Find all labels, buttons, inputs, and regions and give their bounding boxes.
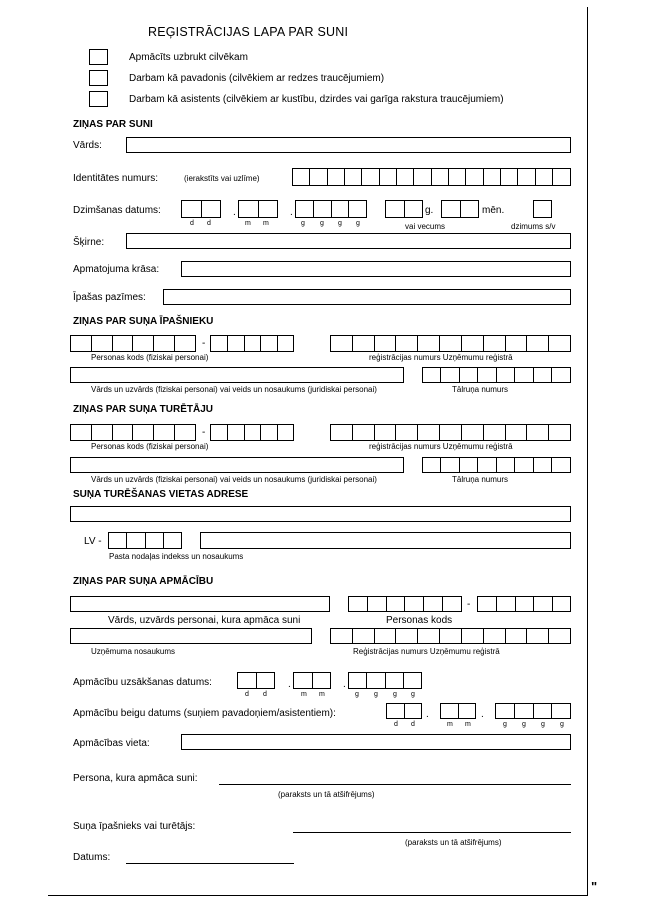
age-years-unit: g. [425, 205, 434, 216]
keeper-section-heading: ZIŅAS PAR SUŅA TURĒTĀJU [73, 404, 214, 415]
dog-id-label: Identitātes numurs: [73, 173, 159, 184]
breed-label: Šķirne: [73, 237, 105, 248]
marks-label: Īpašas pazīmes: [73, 292, 146, 303]
trainer-caption: Vārds, uzvārds personai, kura apmāca suni [108, 615, 301, 626]
owner-reg-caption: reģistrācijas numurs Uzņēmumu reģistrā [369, 353, 513, 362]
day-hint: d [394, 721, 398, 728]
owner-phone-cells[interactable] [422, 367, 571, 383]
trainer-name-field[interactable] [70, 596, 330, 612]
start-day-cells[interactable] [237, 672, 275, 689]
option-attack-checkbox[interactable] [89, 49, 108, 65]
keeper-code-caption: Personas kods (fiziskai personai) [91, 442, 209, 451]
day-hint: d [190, 220, 194, 227]
trainer-code-part1-cells[interactable] [348, 596, 462, 612]
dog-name-label: Vārds: [73, 140, 102, 151]
sex-hint: dzimums s/v [511, 222, 556, 231]
year-hint: g [338, 220, 342, 227]
keeper-phone-caption: Tālruņa numurs [452, 475, 509, 484]
dog-name-field[interactable] [126, 137, 571, 153]
marks-field[interactable] [163, 289, 571, 305]
dog-birth-label: Dzimšanas datums: [73, 205, 161, 216]
year-hint: g [374, 691, 378, 698]
day-hint: d [245, 691, 249, 698]
year-hint: g [320, 220, 324, 227]
post-office-field[interactable] [200, 532, 571, 549]
start-month-cells[interactable] [293, 672, 331, 689]
coat-label: Apmatojuma krāsa: [73, 264, 160, 275]
date-separator: . [343, 679, 346, 690]
place-label: Apmācības vieta: [73, 738, 150, 749]
code-dash: - [202, 338, 206, 349]
keeper-name-field[interactable] [70, 457, 404, 473]
owner-reg-cells[interactable] [330, 335, 571, 352]
date-separator: . [288, 679, 291, 690]
year-hint: g [541, 721, 545, 728]
option-guide-label: Darbam kā pavadonis (cilvēkiem ar redzes traucējumiem) [129, 73, 385, 84]
company-name-field[interactable] [70, 628, 312, 644]
company-reg-cells[interactable] [330, 628, 571, 644]
end-date-label: Apmācību beigu datums (suņiem pavadoņiem/asistentiem): [73, 708, 336, 719]
keeper-name-caption: Vārds un uzvārds (fiziskai personai) vai veids un nosaukums (juridiskai personai) [91, 475, 377, 484]
date-line[interactable] [126, 863, 294, 864]
date-separator: . [233, 207, 236, 218]
day-hint: d [263, 691, 267, 698]
year-hint: g [503, 721, 507, 728]
dog-age-months-cells[interactable] [441, 200, 479, 218]
owner-section-heading: ZIŅAS PAR SUŅA ĪPAŠNIEKU [73, 316, 214, 327]
owner-name-caption: Vārds un uzvārds (fiziskai personai) vai veids un nosaukums (juridiskai personai) [91, 385, 377, 394]
trainer-signature-line[interactable] [219, 784, 571, 785]
year-hint: g [411, 691, 415, 698]
company-reg-caption: Reģistrācijas numurs Uzņēmumu reģistrā [353, 647, 500, 656]
address-field[interactable] [70, 506, 571, 522]
owner-name-field[interactable] [70, 367, 404, 383]
date-separator: . [426, 709, 429, 720]
dog-id-hint: (ierakstīts vai uzlīme) [184, 174, 260, 183]
month-hint: m [319, 691, 325, 698]
owner-signature-label: Suņa īpašnieks vai turētājs: [73, 821, 196, 832]
keeper-reg-caption: reģistrācijas numurs Uzņēmumu reģistrā [369, 442, 513, 451]
month-hint: m [263, 220, 269, 227]
trainer-signature-caption: (paraksts un tā atšifrējums) [278, 790, 375, 799]
year-hint: g [301, 220, 305, 227]
dog-birth-day-cells[interactable] [181, 200, 221, 218]
owner-code-caption: Personas kods (fiziskai personai) [91, 353, 209, 362]
dog-id-cells[interactable] [292, 168, 571, 186]
owner-signature-line[interactable] [293, 832, 571, 833]
company-caption: Uzņēmuma nosaukums [91, 647, 176, 656]
lv-prefix: LV - [84, 536, 102, 547]
year-hint: g [355, 691, 359, 698]
day-hint: d [411, 721, 415, 728]
post-caption: Pasta nodaļas indekss un nosaukums [109, 552, 244, 561]
owner-code-part1-cells[interactable] [70, 335, 196, 352]
month-hint: m [301, 691, 307, 698]
trainer-code-part2-cells[interactable] [477, 596, 571, 612]
keeper-code-part2-cells[interactable] [210, 424, 294, 441]
training-section-heading: ZIŅAS PAR SUŅA APMĀCĪBU [73, 576, 214, 587]
keeper-phone-cells[interactable] [422, 457, 571, 473]
trainer-code-caption: Personas kods [386, 615, 453, 626]
owner-code-part2-cells[interactable] [210, 335, 294, 352]
dog-sex-cell[interactable] [533, 200, 552, 218]
code-dash: - [467, 599, 471, 610]
day-hint: d [207, 220, 211, 227]
year-hint: g [356, 220, 360, 227]
keeper-reg-cells[interactable] [330, 424, 571, 441]
end-year-cells[interactable] [495, 703, 571, 719]
date-separator: . [481, 709, 484, 720]
form-title: REĢISTRĀCIJAS LAPA PAR SUNI [148, 25, 349, 39]
option-guide-checkbox[interactable] [89, 70, 108, 86]
start-year-cells[interactable] [348, 672, 422, 689]
address-section-heading: SUŅA TURĒŠANAS VIETAS ADRESE [73, 489, 249, 500]
keeper-code-part1-cells[interactable] [70, 424, 196, 441]
age-months-unit: mēn. [482, 205, 505, 216]
month-hint: m [465, 721, 471, 728]
year-hint: g [560, 721, 564, 728]
owner-signature-caption: (paraksts un tā atšifrējums) [405, 838, 502, 847]
coat-field[interactable] [181, 261, 571, 277]
month-hint: m [245, 220, 251, 227]
option-assistant-checkbox[interactable] [89, 91, 108, 107]
year-hint: g [522, 721, 526, 728]
option-assistant-label: Darbam kā asistents (cilvēkiem ar kustību, dzirdes vai garīga rakstura traucējumiem) [129, 94, 504, 105]
dog-birth-year-cells[interactable] [295, 200, 367, 218]
postal-code-cells[interactable] [108, 532, 182, 549]
closing-quote-mark: " [591, 879, 598, 894]
date-label: Datums: [73, 852, 111, 863]
dog-age-years-cells[interactable] [385, 200, 423, 218]
end-month-cells[interactable] [440, 703, 476, 719]
place-field[interactable] [181, 734, 571, 750]
end-day-cells[interactable] [386, 703, 422, 719]
dog-section-heading: ZIŅAS PAR SUNI [73, 119, 153, 130]
year-hint: g [393, 691, 397, 698]
owner-phone-caption: Tālruņa numurs [452, 385, 509, 394]
code-dash: - [202, 427, 206, 438]
breed-field[interactable] [126, 233, 571, 249]
month-hint: m [447, 721, 453, 728]
trainer-signature-label: Persona, kura apmāca suni: [73, 773, 198, 784]
date-separator: . [290, 207, 293, 218]
option-attack-label: Apmācīts uzbrukt cilvēkam [129, 52, 248, 63]
age-hint: vai vecums [405, 222, 446, 231]
dog-birth-month-cells[interactable] [238, 200, 278, 218]
start-date-label: Apmācību uzsākšanas datums: [73, 677, 212, 688]
